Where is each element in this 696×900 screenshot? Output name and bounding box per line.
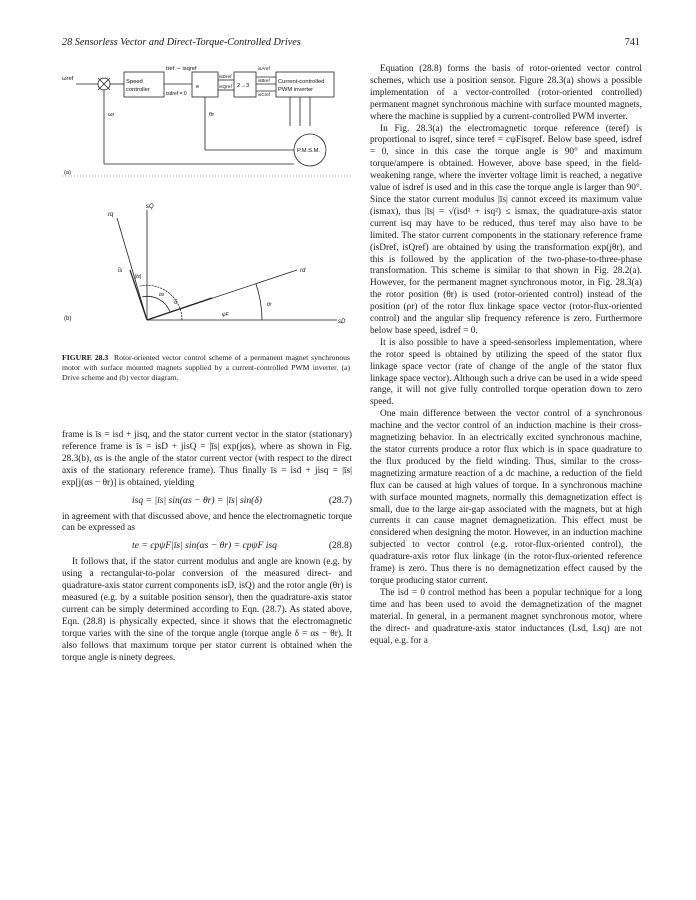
pwm-block-line2: PWM inverter — [278, 87, 314, 93]
panel-a-label: (a) — [64, 170, 72, 176]
psi-label: ψF — [222, 312, 229, 318]
tref-label: tref ∼ isqref — [166, 66, 197, 72]
vector-diagram — [117, 210, 337, 320]
theta-vec-label: θr — [267, 302, 272, 308]
theta-r-label: θr — [209, 112, 215, 118]
caption-text: Rotor-oriented vector control scheme of a permanent magnet synchronous motor with surface mounted magnets supplied by a current-controlled PWM inverter. (a) Drive scheme and (b) vector diagram. — [62, 353, 351, 382]
rotation-block-text: e — [196, 84, 200, 90]
vector-labels — [64, 204, 346, 325]
theta-arc — [256, 284, 262, 320]
delta-label: δ — [174, 300, 178, 306]
isDref-label: isDref — [219, 75, 232, 80]
isC-label: isCref — [258, 92, 270, 97]
figure-drawing — [62, 58, 352, 348]
speed-block-line2: controller — [126, 87, 150, 93]
figure-caption — [62, 353, 350, 383]
page-number: 741 — [624, 37, 640, 48]
sD-label: sD — [338, 319, 346, 325]
equation-body: te = cpψF|īs| sin(αs − θr) = cpψF isq — [132, 540, 277, 552]
isB-label: isBref — [258, 78, 270, 83]
page-header — [62, 37, 640, 51]
paragraph: One main difference between the vector control of a synchronous machine and the vector control of an induction machine is their cross-magnetizing behavior. In an electrically excited synchronous machine, the stator currents produce a rotor flux which is in space quadrature to the flux produced by the field winding. Thus, similar to the cross-magnetizing armature reaction of a dc machine, a reduction of the field flux can be caused at high values of torque. In a synchronous machine with surface mounted magnets, normally this demagnetization effect is small, due to the large air-gap associated with the magnets, but at high currents it can cause magnet demagnetization. This effect must be considered when designing the motor. However, in an induction machine subjected to vector control (e.g. rotor-flux-oriented control), the quadrature-axis rotor flux linkage (in the rotor-flux-oriented reference frame) is zero. Thus there is no demagnetization effect caused by the torque producing stator current. — [370, 409, 642, 586]
paragraph: It is also possible to have a speed-sensorless implementation, where the rotor speed is obtained by utilizing the speed of the stator flux linkage space vector (rate of change of the angle of the stator flux linkage space vector). Although such a drive can be used in a wide speed range, it will not give fully controlled torque operation down to zero speed. — [370, 337, 642, 408]
caption-label: FIGURE 28.3 — [62, 353, 109, 362]
paragraph: frame is īs = isd + jisq, and the stator current vector in the stator (stationary) reference frame is īs = isD + jisQ = |īs| exp(jαs), where as shown in Fig. 28.3(b), αs is the angle of the stator current vector (with respect to the direct axis of the stationary reference frame). Thus finally īs = isd + jisq = |īs| exp[j(αs − θr)] is obtained, yielding — [62, 430, 352, 488]
isA-label: isAref — [258, 66, 270, 71]
sQ-label: sQ — [146, 204, 154, 210]
pwm-block-line1: Current-controlled — [278, 79, 325, 85]
block-labels — [62, 66, 324, 176]
delta-arc — [142, 296, 170, 312]
isQref-label: isQref — [219, 85, 232, 90]
equation-28-8 — [62, 535, 352, 557]
running-title: 28 Sensorless Vector and Direct-Torque-Controlled Drives — [62, 37, 301, 48]
paragraph: It follows that, if the stator current modulus and angle are known (e.g. by using a rectangular-to-polar conversion of the measured direct- and quadrature-axis stator current components isD, isQ) and the rotor angle (θr) is measured (e.g. by a suitable position sensor), then the quadrature-axis stator current can be simply determined according to Eqn. (28.7). As stated above, Eqn. (28.8) is physically expected, since it shows that the electromagnetic torque varies with the sine of the torque angle (torque angle δ = αs − θr). It also follows that maximum torque per stator current is obtained when the torque angle is ninety degrees. — [62, 557, 352, 663]
motor-label: P.M.S.M. — [297, 148, 321, 154]
omega-r-label: ωr — [108, 112, 115, 118]
right-column — [370, 64, 642, 647]
equation-28-7 — [62, 490, 352, 512]
equation-number: (28.8) — [328, 540, 352, 552]
is-label: īs — [118, 268, 123, 274]
paragraph: The isd = 0 control method has been a popular technique for a long time and has been used to avoid the demagnetization of the magnet material. In general, in a permanent magnet synchronous motor, where the direct- and quadrature-axis stator inductances (Lsd, Lsq) are not equal, e.g. for a — [370, 587, 642, 646]
alpha-label: αs — [159, 292, 165, 298]
equation-number: (28.7) — [328, 494, 352, 506]
equation-body: isq = |īs| sin(αs − θr) = |īs| sin(δ) — [132, 494, 262, 506]
ism-label: |īs| — [135, 274, 142, 280]
isdref-label: isdref = 0 — [166, 91, 187, 97]
panel-b-label: (b) — [64, 316, 72, 322]
omega-ref-label: ωref — [62, 76, 74, 82]
paragraph: In Fig. 28.3(a) the electromagnetic torque reference (teref) is proportional to isqref, since teref = cψFisqref. Below base speed, isdref = 0, since in this case the torque angle is 90° and maximum torque/ampere is obtained. However, above base speed, in the field-weakening range, where the inverter voltage limit is reached, a negative value of isdref is used and in this case the torque angle is larger than 90°. Since the stator current modulus |īs| cannot exceed its maximum value (ismax), thus |īs| = √(isd² + isq²) ≤ ismax, the quadrature-axis stator current isq may have to be reduced, thus teref may also have to be limited. The stator current components in the stationary reference frame (isDref, isQref) are obtained by using the transformation exp(jθr), and this is followed by the application of the two-phase-to-three-phase transformation. This scheme is similar to that shown in Fig. 28.2(a). However, for the permanent magnet synchronous motor, in Fig. 28.3(a) the rotor position (θr) is used (rotor-oriented control) instead of the position (ρr) of the rotor flux linkage space vector (rotor-flux-oriented control) and the angular slip frequency reference is zero. Furthermore below base speed, isdref = 0. — [370, 123, 642, 336]
rq-label: rq — [108, 212, 114, 218]
rd-label: rd — [300, 268, 306, 274]
left-column — [62, 430, 352, 665]
figure-28-3 — [62, 58, 352, 348]
two-three-text: 2→3 — [237, 83, 250, 89]
flux-vector — [147, 298, 212, 320]
speed-block-line1: Speed — [126, 79, 143, 85]
paragraph: in agreement with that discussed above, and hence the electromagnetic torque can be expressed as — [62, 511, 352, 534]
paragraph: Equation (28.8) forms the basis of rotor-oriented vector control schemes, which use a position sensor. Figure 28.3(a) shows a possible implementation of a vector-controlled (rotor-oriented controlled) permanent magnet synchronous machine with surface mounted magnets, where the machine is supplied by a current-controlled PWM inverter. — [370, 64, 642, 122]
